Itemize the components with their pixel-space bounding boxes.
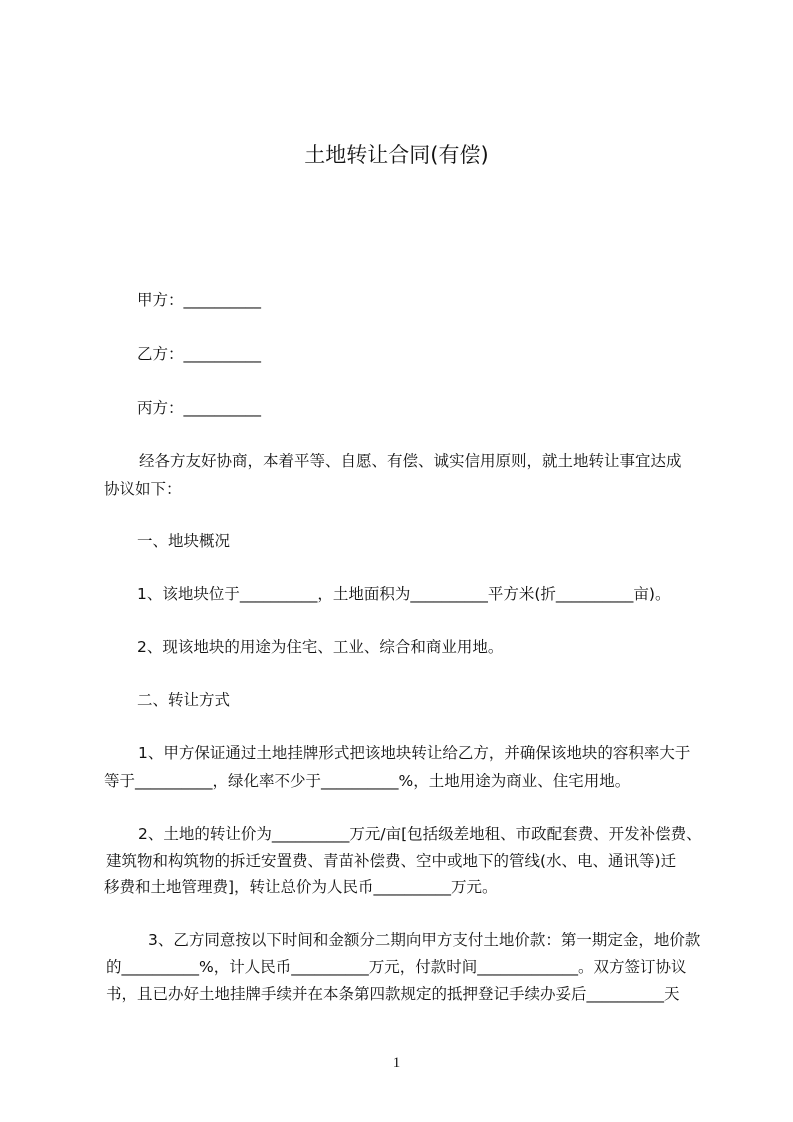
intro-line-2: 协议如下： — [104, 480, 182, 498]
party-b-line: 乙方：__________ — [137, 345, 262, 363]
section2-item1-line-1: 1、甲方保证通过土地挂牌形式把该地块转让给乙方，并确保该地块的容积率大于 — [138, 744, 691, 762]
section2-item2-line-2: 建筑物和构筑物的拆迁安置费、青苗补偿费、空中或地下的管线(水、电、通讯等)迁 — [106, 852, 677, 870]
section1-heading: 一、地块概况 — [137, 532, 231, 550]
section2-item2-line-1: 2、土地的转让价为__________万元/亩[包括级差地租、市政配套费、开发补偿费、 — [138, 825, 702, 843]
section2-item3-line-3: 书，且已办好土地挂牌手续并在本条第四款规定的抵押登记手续办妥后__________天 — [106, 985, 680, 1003]
intro-line-1: 经各方友好协商，本着平等、自愿、有偿、诚实信用原则，就土地转让事宜达成 — [139, 452, 682, 470]
page-number: 1 — [392, 1055, 401, 1071]
document-title: 土地转让合同(有偿) — [304, 143, 489, 167]
section1-item-1: 1、该地块位于__________，土地面积为__________平方米(折__________亩)。 — [137, 585, 671, 603]
section2-item2-line-3: 移费和土地管理费]，转让总价为人民币__________万元。 — [104, 878, 498, 896]
party-c-line: 丙方：__________ — [137, 399, 262, 417]
section2-heading: 二、转让方式 — [137, 691, 231, 709]
party-a-line: 甲方：__________ — [137, 291, 262, 309]
section2-item3-line-1: 3、乙方同意按以下时间和金额分二期向甲方支付土地价款：第一期定金，地价款 — [148, 931, 701, 949]
section2-item1-line-2: 等于__________，绿化率不少于__________%，土地用途为商业、住宅用地。 — [104, 772, 631, 790]
section1-item-2: 2、现该地块的用途为住宅、工业、综合和商业用地。 — [137, 638, 504, 656]
section2-item3-line-2: 的__________%，计人民币__________万元，付款时间_____________。双方签订协议 — [106, 958, 687, 976]
